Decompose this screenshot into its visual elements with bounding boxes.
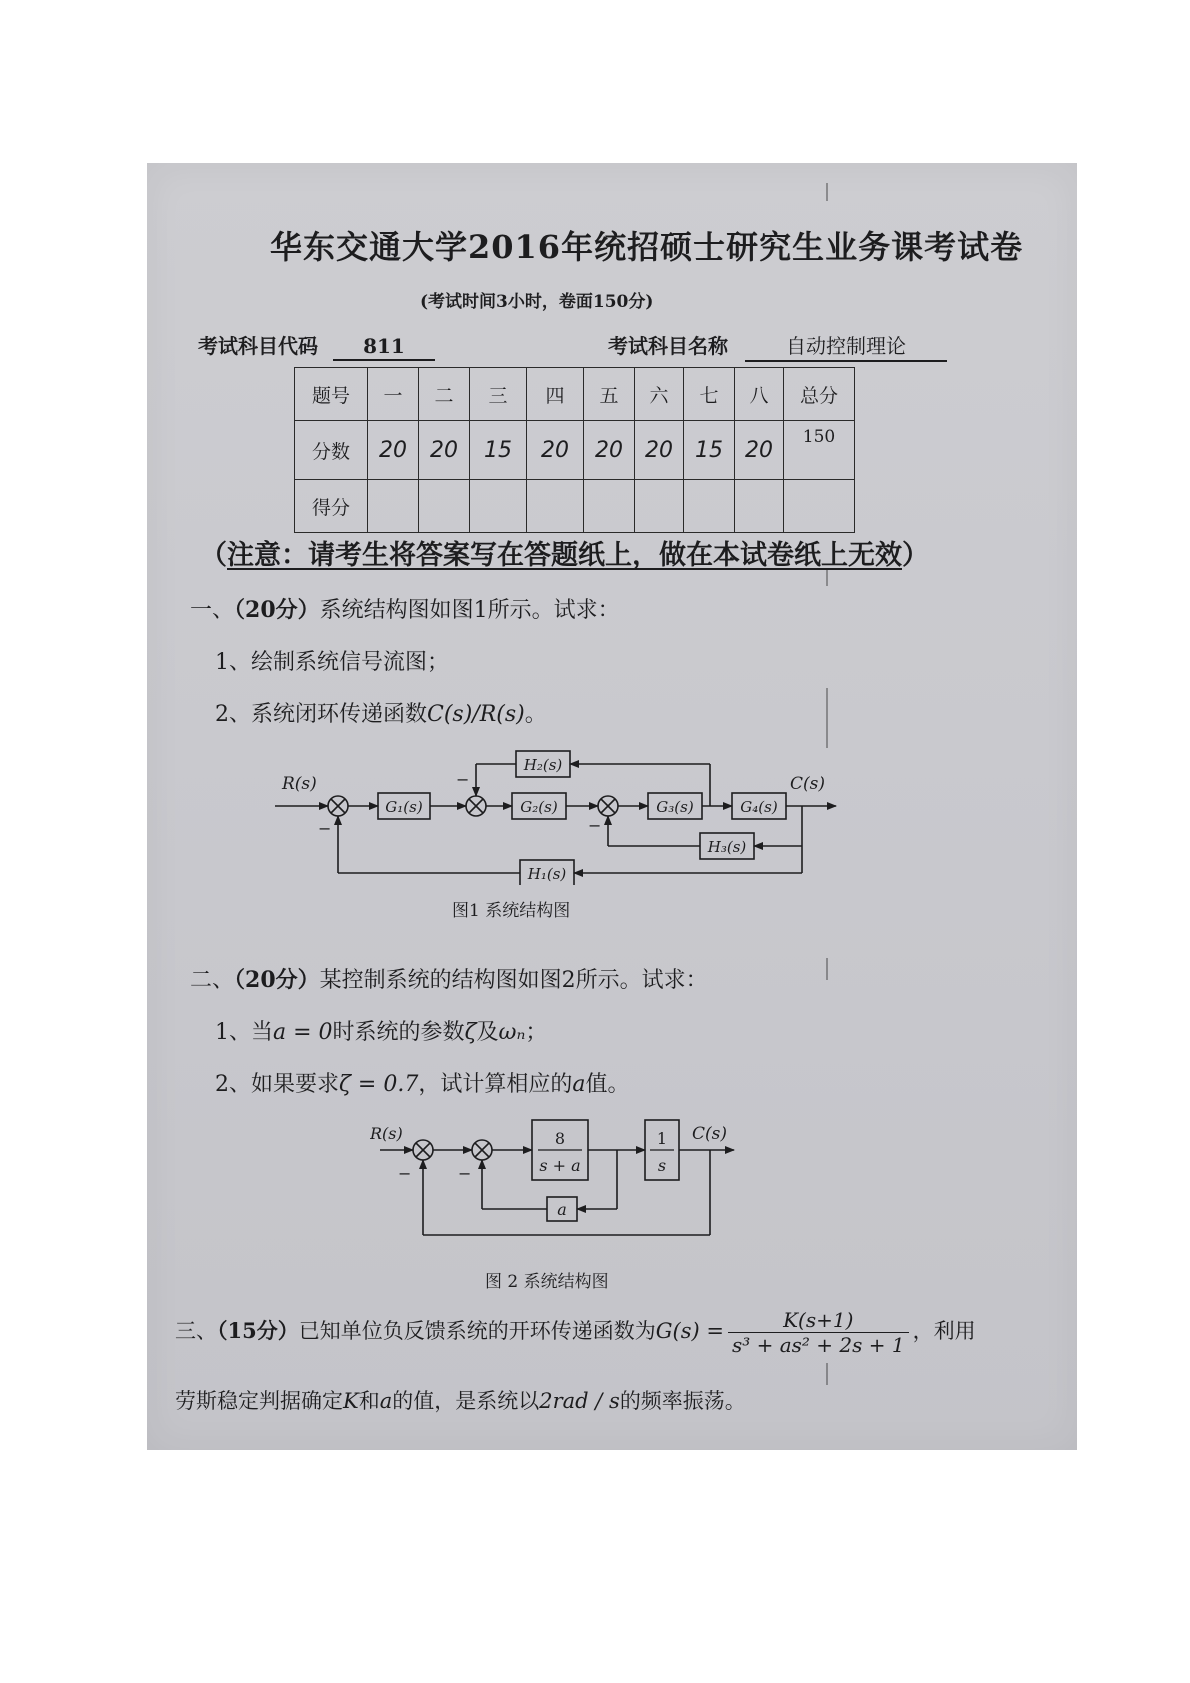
- notice-close-paren: ）: [902, 540, 929, 571]
- fig2-output-label: C(s): [692, 1124, 727, 1144]
- fig1-minus-sign: −: [318, 819, 332, 838]
- q2-item-1-mid: 时系统的参数: [332, 1020, 465, 1045]
- q1-stem: [190, 593, 620, 624]
- fig1-block-g4: G₄(s): [740, 798, 778, 816]
- fig1-block-g3: G₃(s): [656, 798, 694, 816]
- fig2-input-label: R(s): [370, 1124, 403, 1143]
- points-total-cell: 150: [784, 421, 855, 480]
- q3-score: （15分）: [217, 1318, 299, 1343]
- q2-stem-text: 某控制系统的结构图如图2所示。试求：: [319, 968, 708, 993]
- points-cell: 20: [635, 421, 684, 480]
- fig1-minus-sign: −: [588, 816, 602, 835]
- row-label-question-number: 题号: [295, 368, 368, 421]
- q3-a: a: [379, 1389, 393, 1413]
- fig2-block1-numerator: 8: [554, 1129, 566, 1148]
- q3-stem-tail: ，利用: [912, 1319, 976, 1343]
- points-cell: 15: [684, 421, 735, 480]
- notice-text: 注意：请考生将答案写在答题纸上，做在本试卷纸上无效: [227, 540, 902, 571]
- q1-item-2: [215, 697, 547, 728]
- q1-transfer-function: C(s)/R(s): [427, 702, 525, 727]
- points-cell: 20: [368, 421, 419, 480]
- fig1-block-h3: H₃(s): [707, 838, 747, 856]
- q1-score: （20分）: [234, 597, 320, 623]
- earned-cell: [584, 480, 635, 533]
- score-table-header-row: [295, 368, 855, 421]
- subject-name-value: 自动控制理论: [745, 330, 947, 362]
- q2-item-1-text: 1、当: [215, 1020, 273, 1045]
- q2-item-2-mid: ，试计算相应的: [418, 1072, 573, 1097]
- q3-line2-and: 和: [358, 1389, 380, 1413]
- earned-cell: [419, 480, 470, 533]
- q3-line2-end: 的频率振荡。: [619, 1389, 746, 1413]
- q3-g-lhs: G(s) =: [655, 1319, 724, 1343]
- column-header: 七: [684, 368, 735, 421]
- score-table: [294, 367, 855, 533]
- q2-omega: ωₙ: [498, 1020, 526, 1045]
- q2-zeta: ζ: [464, 1020, 477, 1045]
- subject-code-row: [198, 330, 435, 361]
- points-cell: 20: [527, 421, 584, 480]
- q2-stem: [190, 963, 708, 994]
- subject-name-label: 考试科目名称: [608, 334, 728, 358]
- q2-a: a: [572, 1072, 586, 1097]
- figure-1-caption: 图1 系统结构图: [452, 901, 571, 921]
- fig2-minus-sign: −: [458, 1164, 472, 1183]
- column-header: 二: [419, 368, 470, 421]
- q3-frequency: 2rad / s: [539, 1389, 620, 1413]
- q1-item-1: 1、绘制系统信号流图；: [215, 650, 449, 675]
- earned-cell: [527, 480, 584, 533]
- fig1-block-g2: G₂(s): [520, 798, 558, 816]
- q2-score: （20分）: [234, 967, 320, 993]
- fig1-minus-sign: −: [456, 770, 470, 789]
- q2-item-2-text: 2、如果要求: [215, 1072, 339, 1097]
- q3-line-2: [175, 1385, 746, 1415]
- notice: [200, 533, 929, 572]
- points-cell: 20: [735, 421, 784, 480]
- q2-number: 二、: [190, 968, 235, 993]
- earned-cell: [470, 480, 527, 533]
- score-table-points-row: [295, 421, 855, 480]
- q1-number: 一、: [190, 598, 235, 623]
- paper-fold-mark: [826, 1363, 828, 1385]
- fig2-feedback-gain: a: [557, 1200, 567, 1219]
- q1-item-2-text: 2、系统闭环传递函数: [215, 702, 427, 727]
- q3-stem-text: 已知单位负反馈系统的开环传递函数为: [298, 1319, 656, 1343]
- subject-name-row: [608, 330, 947, 362]
- q2-item-2: [215, 1067, 630, 1098]
- fig2-block1-denominator: s + a: [539, 1156, 581, 1175]
- q2-item-1-end: ；: [525, 1020, 548, 1045]
- exam-subtitle: (考试时间3小时，卷面150分): [420, 292, 654, 312]
- q2-item-1: [215, 1015, 547, 1046]
- notice-open-paren: （: [200, 540, 227, 571]
- earned-cell: [368, 480, 419, 533]
- q3-number: 三、: [175, 1319, 217, 1343]
- fig1-block-h1: H₁(s): [527, 865, 567, 883]
- q3-transfer-function: [728, 1308, 909, 1357]
- q3-stem: [175, 1308, 976, 1357]
- figure-2-block-diagram: [370, 1113, 740, 1243]
- figure-1-block-diagram: [270, 745, 840, 885]
- fig2-block2-numerator: 1: [656, 1129, 668, 1148]
- fig2-block2-denominator: s: [657, 1156, 667, 1175]
- earned-cell: [635, 480, 684, 533]
- fig1-block-g1: G₁(s): [385, 798, 423, 816]
- subject-code-value: 811: [333, 334, 435, 361]
- subject-code-label: 考试科目代码: [198, 334, 318, 358]
- figure-2-caption: 图 2 系统结构图: [485, 1272, 609, 1292]
- column-header: 六: [635, 368, 684, 421]
- paper-fold-mark: [826, 183, 828, 201]
- column-header: 八: [735, 368, 784, 421]
- earned-cell: [684, 480, 735, 533]
- column-header: 一: [368, 368, 419, 421]
- q2-item-2-end: 值。: [585, 1072, 630, 1097]
- row-label-earned: 得分: [295, 480, 368, 533]
- points-cell: 15: [470, 421, 527, 480]
- column-header: 四: [527, 368, 584, 421]
- q2-zeta-requirement: ζ = 0.7: [339, 1072, 419, 1097]
- q2-item-1-and: 及: [476, 1020, 499, 1045]
- q3-numerator: K(s+1): [783, 1308, 854, 1332]
- fig1-input-label: R(s): [282, 774, 317, 794]
- score-table-earned-row: [295, 480, 855, 533]
- q3-line2-text: 劳斯稳定判据确定: [175, 1389, 343, 1413]
- earned-cell: [784, 480, 855, 533]
- points-cell: 20: [584, 421, 635, 480]
- column-header: 三: [470, 368, 527, 421]
- fig1-output-label: C(s): [790, 774, 825, 794]
- q1-stem-text: 系统结构图如图1所示。试求：: [319, 598, 620, 623]
- fig2-minus-sign: −: [398, 1164, 412, 1183]
- column-header: 五: [584, 368, 635, 421]
- points-cell: 20: [419, 421, 470, 480]
- exam-title: 华东交通大学2016年统招硕士研究生业务课考试卷: [270, 228, 1024, 266]
- q3-k: K: [343, 1389, 359, 1413]
- earned-cell: [735, 480, 784, 533]
- q3-denominator: s³ + as² + 2s + 1: [728, 1332, 909, 1357]
- paper-fold-mark: [826, 958, 828, 980]
- row-label-points: 分数: [295, 421, 368, 480]
- column-header-total: 总分: [784, 368, 855, 421]
- paper-fold-mark: [826, 688, 828, 748]
- q3-line2-mid: 的值，是系统以: [392, 1389, 540, 1413]
- q1-item-2-end: 。: [524, 702, 547, 727]
- q2-condition: a = 0: [273, 1020, 333, 1045]
- fig1-block-h2: H₂(s): [523, 756, 563, 774]
